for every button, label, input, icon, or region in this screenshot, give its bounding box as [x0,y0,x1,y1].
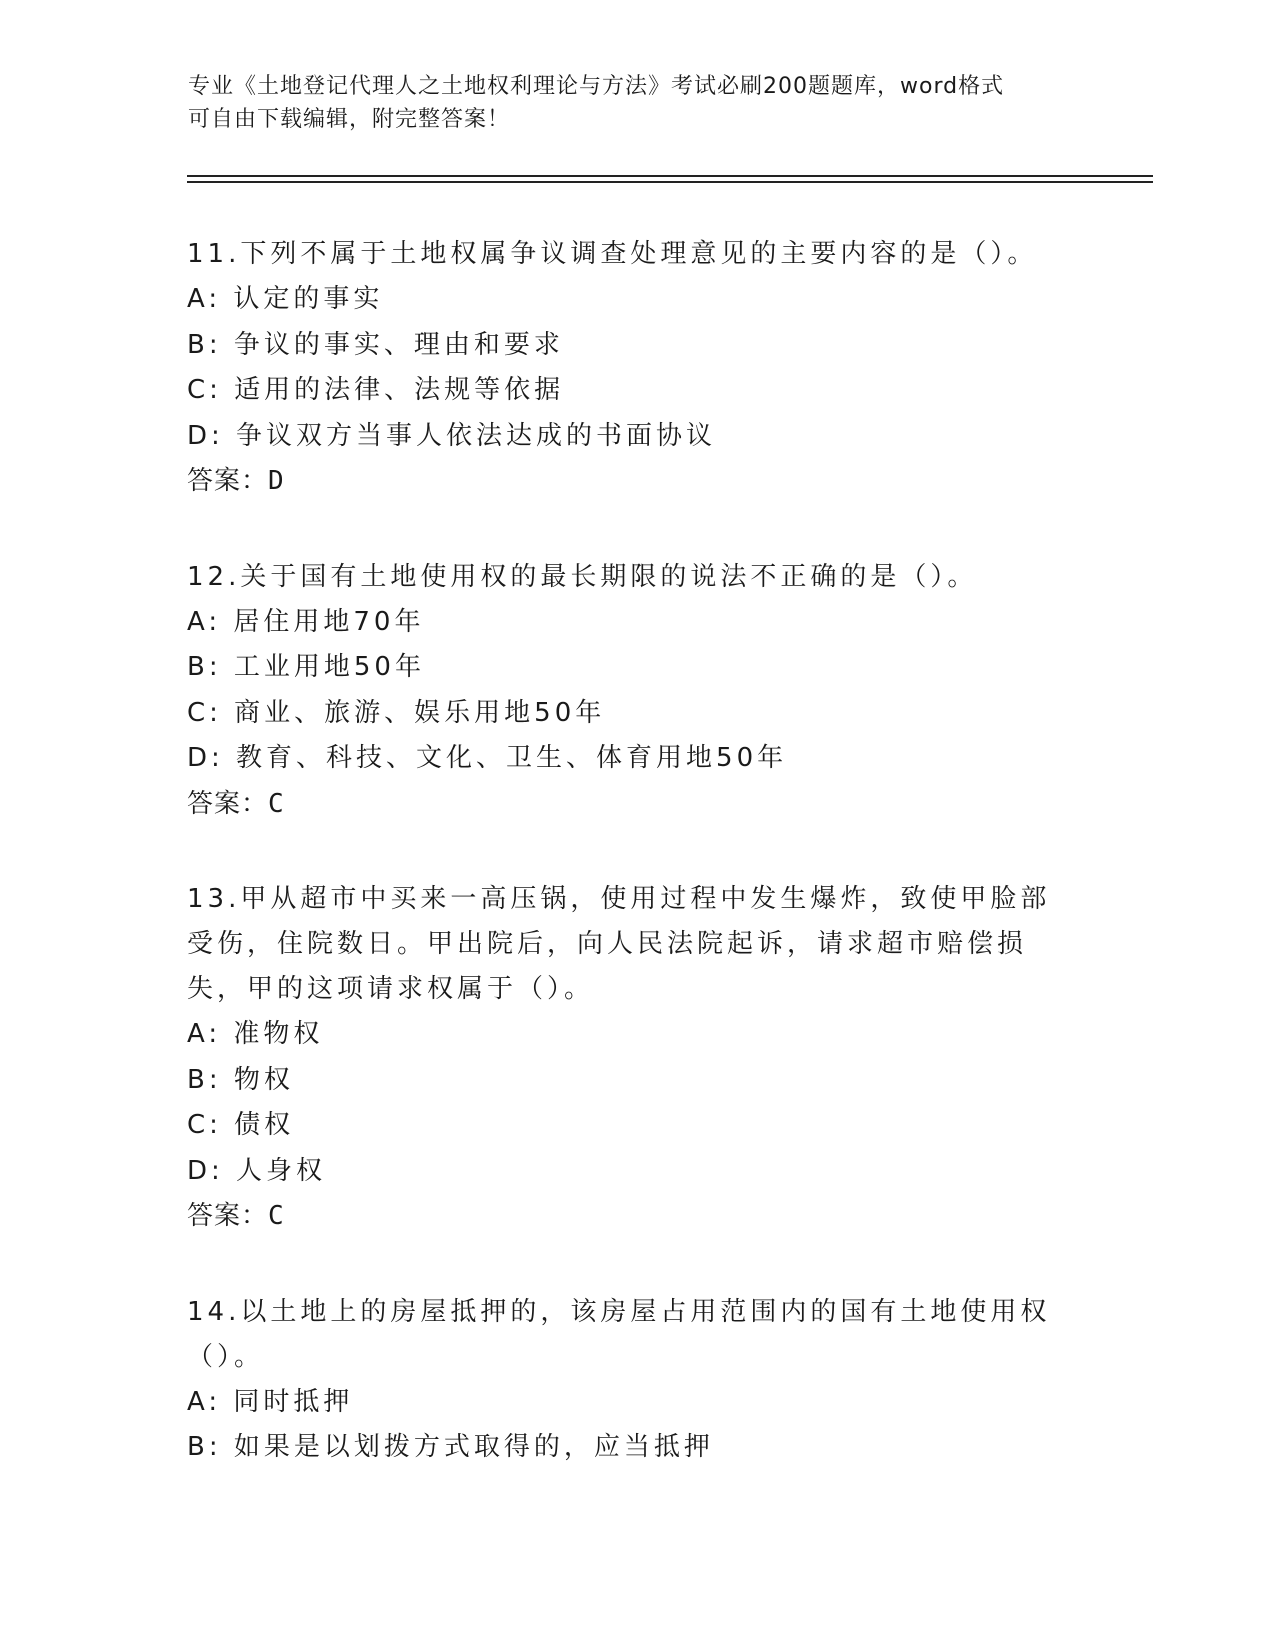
answer-line [187,459,1087,505]
header-line-2: 可自由下载编辑，附完整答案！ [188,107,511,132]
option-d: D: 教育、科技、文化、卫生、体育用地50年 [187,743,788,773]
option-d: D: 争议双方当事人依法达成的书面协议 [187,420,717,451]
option-a: A: 同时抵押 [187,1386,354,1417]
option-c: C: 商业、旅游、娱乐用地50年 [187,697,606,728]
answer-value: C [268,1201,285,1231]
answer-value: D [268,466,285,496]
document-header [188,70,1088,136]
question-14 [187,1290,1087,1471]
option-b: B: 物权 [187,1064,294,1095]
question-list [187,232,1087,1521]
option-b: B: 工业用地50年 [187,652,425,682]
answer-value: C [268,788,285,819]
header-line-1: 专业《土地登记代理人之土地权利理论与方法》考试必刷200题题库，word格式 [188,74,1005,99]
option-b: B: 如果是以划拨方式取得的，应当抵押 [187,1432,714,1462]
question-stem: 14.以土地上的房屋抵押的，该房屋占用范围内的国有土地使用权（）。 [187,1296,1051,1372]
question-12 [187,555,1087,828]
question-stem: 12.关于国有土地使用权的最长期限的说法不正确的是（）。 [187,561,978,592]
header-divider-bottom [187,181,1153,183]
option-c: C: 适用的法律、法规等依据 [187,375,565,405]
question-stem: 11.下列不属于土地权属争议调查处理意见的主要内容的是（）。 [187,239,1038,269]
question-13 [187,877,1087,1240]
option-a: A: 认定的事实 [187,284,384,314]
answer-line [187,782,1087,828]
option-b: B: 争议的事实、理由和要求 [187,329,564,360]
option-a: A: 准物权 [187,1019,324,1049]
question-11 [187,232,1087,505]
answer-label: 答案： [187,788,269,819]
option-d: D: 人身权 [187,1155,327,1186]
option-c: C: 债权 [187,1110,295,1140]
answer-label: 答案： [187,1201,269,1231]
answer-label: 答案： [187,466,269,496]
question-stem: 13.甲从超市中买来一高压锅，使用过程中发生爆炸，致使甲脸部受伤，住院数日。甲出院后，向人民法院起诉，请求超市赔偿损失，甲的这项请求权属于（）。 [187,884,1051,1004]
answer-line [187,1194,1087,1240]
option-a: A: 居住用地70年 [187,606,425,637]
header-divider-top [187,175,1153,177]
